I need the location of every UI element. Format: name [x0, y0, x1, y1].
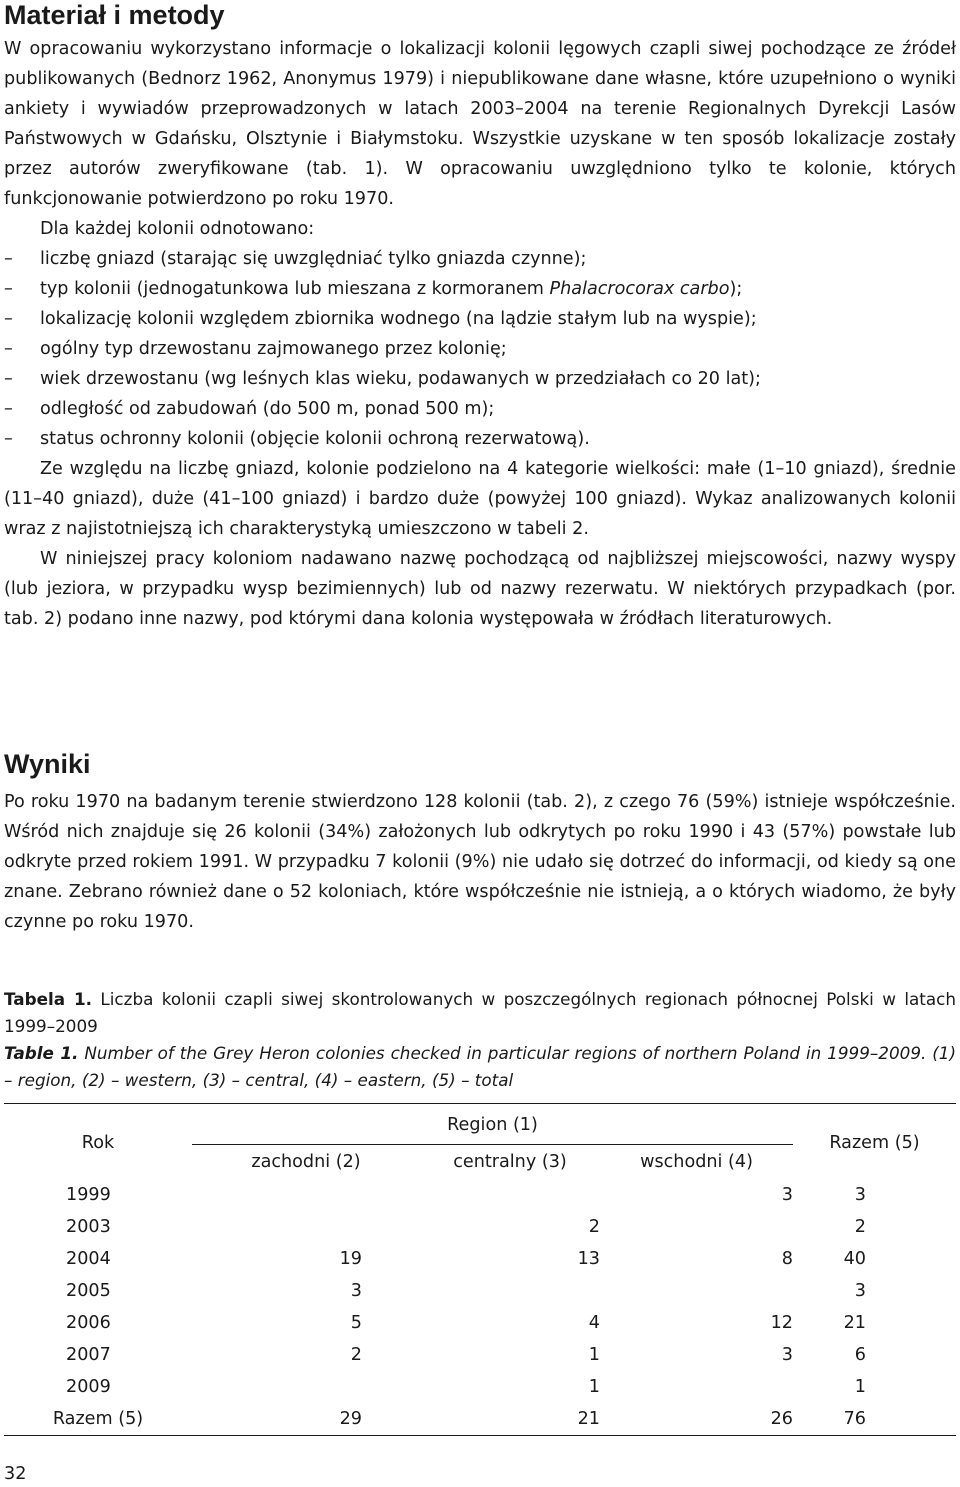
- methods-body: [4, 34, 956, 634]
- table-row-total: Razem (5) 29 21 26 76: [52, 1409, 866, 1429]
- colonies-table: [4, 1103, 956, 1436]
- list-item: – lokalizację kolonii względem zbiornika wodnego (na lądzie stałym lub na wyspie);: [4, 304, 956, 334]
- table-caption-en: Table 1. Number of the Grey Heron colonies checked in particular regions of northern Poland in 1999–2009. (1) – region, (2) – western, (3) – central, (4) – eastern, (5) – total: [4, 1043, 957, 1090]
- list-item: – wiek drzewostanu (wg leśnych klas wieku, podawanych w przedziałach co 20 lat);: [4, 364, 956, 394]
- dash-mark: –: [4, 309, 13, 329]
- methods-paragraph-4: W niniejszej pracy koloniom nadawano nazwę pochodzącą od najbliższej miejscowości, nazwy wyspy (lub jeziora, w przypadku wysp bezimiennych) lub od nazwy rezerwatu. W niektórych przypadkach (por. tab. 2) podano inne nazwy, pod którymi dana kolonia występowała w źródłach literaturowych.: [4, 549, 956, 629]
- table-row: 2004 19 13 8 40: [66, 1249, 866, 1269]
- table-row: 2006 5 4 12 21: [66, 1313, 866, 1333]
- dash-mark: –: [4, 339, 13, 359]
- header-region: Region (1): [192, 1104, 793, 1145]
- list-item: – odległość od zabudowań (do 500 m, ponad 500 m);: [4, 394, 956, 424]
- table-row: 2009 1 1: [66, 1377, 866, 1397]
- dash-mark: –: [4, 369, 13, 389]
- methods-paragraph-2: Dla każdej kolonii odnotowano:: [40, 219, 315, 239]
- table-row: 1999 3 3: [66, 1185, 866, 1205]
- table-row: 2003 2 2: [66, 1217, 866, 1237]
- table-caption-pl: Tabela 1. Liczba kolonii czapli siwej skontrolowanych w poszczególnych regionach północnej Polski w latach 1999–2009: [4, 989, 956, 1036]
- section-heading-methods: Materiał i metody: [4, 0, 225, 30]
- header-zachodni: zachodni (2): [251, 1152, 361, 1172]
- recorded-attributes-list: [4, 244, 956, 454]
- list-item: – liczbę gniazd (starając się uwzględniać tylko gniazda czynne);: [4, 244, 956, 274]
- results-paragraph-1: Po roku 1970 na badanym terenie stwierdzono 128 kolonii (tab. 2), z czego 76 (59%) istnieje współcześnie. Wśród nich znajduje się 26 kolonii (34%) założonych lub odkrytych po roku 1990 i 43 (57%) powstałe lub odkryte przed rokiem 1991. W przypadku 7 kolonii (9%) nie udało się dotrzeć do informacji, od kiedy są one znane. Zebrano również dane o 52 koloniach, które współcześnie nie istnieją, a o których wiadomo, że były czynne po roku 1970.: [4, 792, 956, 932]
- dash-mark: –: [4, 249, 13, 269]
- page-number: 32: [4, 1464, 27, 1484]
- methods-paragraph-1: W opracowaniu wykorzystano informacje o lokalizacji kolonii lęgowych czapli siwej pochodzące ze źródeł publikowanych (Bednorz 1962, Anonymus 1979) i niepublikowane dane własne, które uzupełniono o wyniki ankiety i wywiadów przeprowadzonych w latach 2003–2004 na terenie Regionalnych Dyrekcji Lasów Państwowych w Gdańsku, Olsztynie i Białymstoku. Wszystkie uzyskane w ten sposób lokalizacje zostały przez autorów zweryfikowane (tab. 1). W opracowaniu uwzględniono tylko te kolonie, których funkcjonowanie potwierdzono po roku 1970.: [4, 39, 956, 209]
- list-item: – typ kolonii (jednogatunkowa lub mieszana z kormoranem Phalacrocorax carbo);: [4, 274, 956, 304]
- table-caption: [4, 986, 956, 1094]
- header-rok: Rok: [81, 1132, 115, 1153]
- header-centralny: centralny (3): [453, 1152, 567, 1172]
- list-item: – ogólny typ drzewostanu zajmowanego przez kolonię;: [4, 334, 956, 364]
- species-name: Phalacrocorax carbo: [549, 279, 730, 299]
- table-row: 2007 2 1 3 6: [66, 1345, 866, 1365]
- methods-paragraph-3: Ze względu na liczbę gniazd, kolonie podzielono na 4 kategorie wielkości: małe (1–10 gniazd), średnie (11–40 gniazd), duże (41–100 gniazd) i bardzo duże (powyżej 100 gniazd). Wykaz analizowanych kolonii wraz z najistotniejszą ich charakterystyką umieszczono w tabeli 2.: [4, 459, 956, 539]
- dash-mark: –: [4, 279, 13, 299]
- dash-mark: –: [4, 399, 13, 419]
- table-row: 2005 3 3: [66, 1281, 866, 1301]
- results-body: [4, 787, 956, 937]
- section-heading-results: Wyniki: [4, 749, 91, 779]
- list-item: – status ochronny kolonii (objęcie kolonii ochroną rezerwatową).: [4, 424, 956, 454]
- dash-mark: –: [4, 429, 13, 449]
- header-wschodni: wschodni (4): [640, 1152, 753, 1172]
- header-razem: Razem (5): [829, 1132, 920, 1153]
